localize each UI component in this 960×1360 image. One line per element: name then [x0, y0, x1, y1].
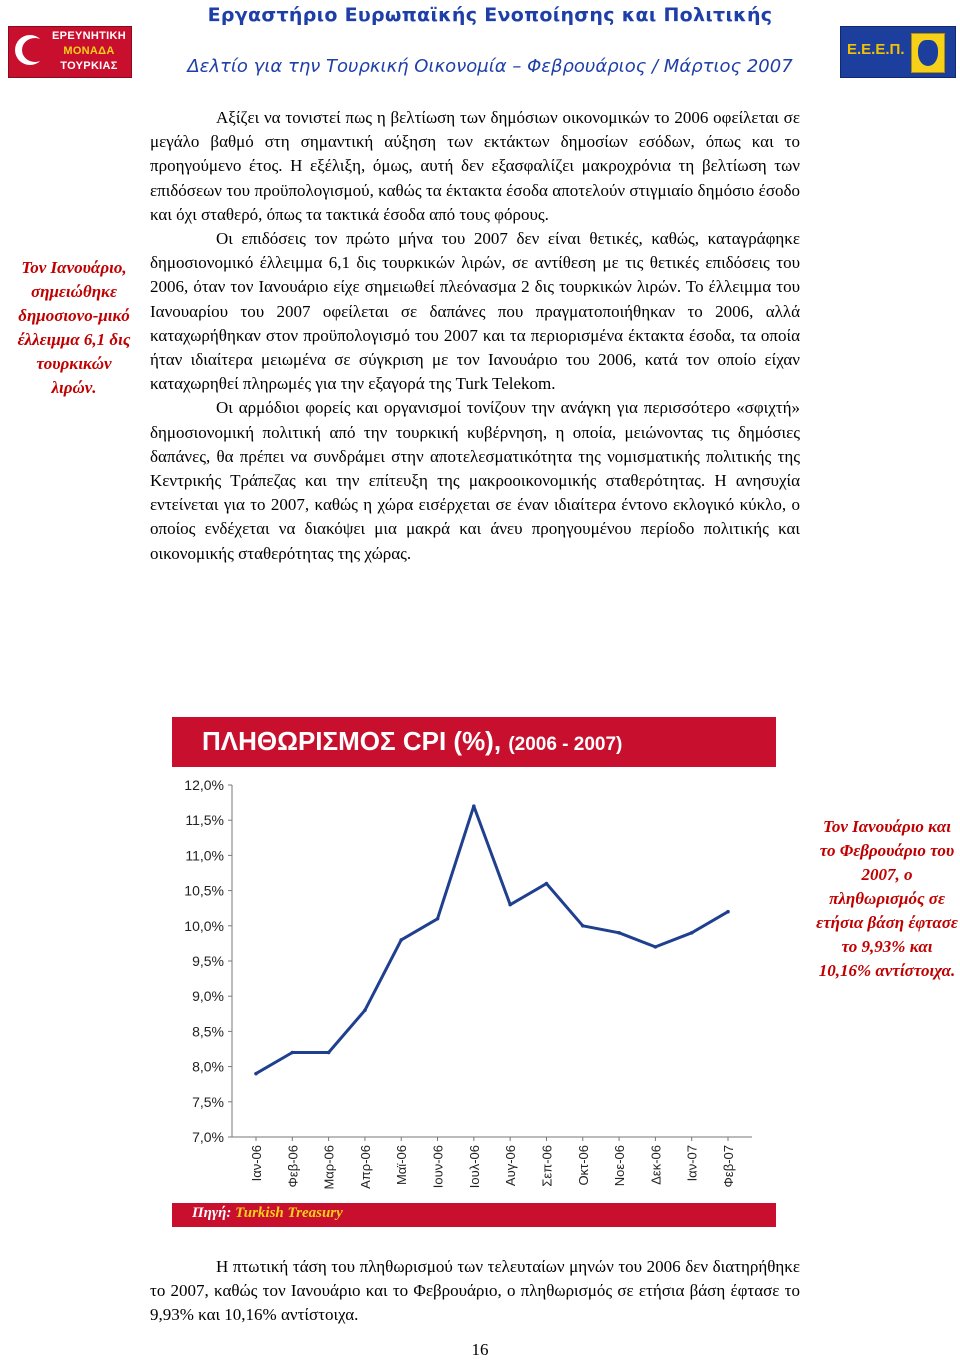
y-tick-label: 12,0% [184, 777, 224, 793]
cpi-data-point [508, 903, 512, 907]
paragraph: Η πτωτική τάση του πληθωρισμού των τελευταίων μηνών του 2006 δεν διατηρήθηκε το 2007, καθώς τον Ιανουάριο και το Φεβρουάριο, ο πληθωρισμός σε ετήσια βάση έφτασε το 9,93% και 10,16% αντίστοιχα. [150, 1257, 800, 1325]
cpi-data-point [690, 931, 694, 935]
body-text-upper [150, 106, 800, 566]
x-tick-label: Μαρ-06 [321, 1145, 337, 1190]
y-tick-label: 10,0% [184, 917, 224, 934]
y-tick-label: 8,0% [192, 1058, 224, 1075]
header-subtitle: Δελτίο για την Τουρκική Οικονομία – Φεβρουάριος / Μάρτιος 2007 [187, 56, 793, 77]
cpi-data-point [436, 917, 440, 921]
cpi-data-point [327, 1051, 331, 1055]
x-tick-label: Νοε-06 [612, 1145, 628, 1187]
chart-source-label: Πηγή: [192, 1205, 232, 1221]
body-text-lower [150, 1255, 800, 1328]
x-tick-label: Ιουν-06 [430, 1145, 446, 1189]
paragraph: Οι αρμόδιοι φορείς και οργανισμοί τονίζουν την ανάγκη για περισσότερο «σφιχτή» δημοσιονομική πολιτική από την τουρκική κυβέρνηση, η οποία, μειώνοντας τις δημόσιες δαπάνες, θα πρέπει να συνδράμει στην αποτελεσματικότητα της νομισματικής πολιτικής της Κεντρικής Τράπεζας και την επίτευξη της μακροοικονομικής σταθερότητας. Η ανησυχία εντείνεται για το 2007, καθώς η χώρα εισέρχεται σε έναν ιδιαίτερα έντονο εκλογικό κύκλο, ο οποίος ενδέχεται να διακόψει μια μακρά και άνευ προηγουμένου περίοδο πολιτικής και οικονομικής σταθερότητας της χώρας. [150, 398, 800, 563]
sidenote-deficit: Τον Ιανουάριο, σημειώθηκε δημοσιονο-μικό έλλειμμα 6,1 δις τουρκικών λιρών. [17, 258, 131, 397]
y-tick-label: 11,0% [185, 847, 224, 864]
x-tick-label: Φεβ-07 [721, 1145, 736, 1188]
y-tick-label: 7,5% [192, 1093, 224, 1110]
x-tick-label: Ιαν-06 [249, 1145, 264, 1182]
y-tick-label: 7,0% [192, 1129, 224, 1145]
paragraph: Οι επιδόσεις τον πρώτο μήνα του 2007 δεν είναι θετικές, καθώς, καταγράφηκε δημοσιονομικό έλλειμμα 6,1 δις τουρκικών λιρών, σε αντίθεση με τις θετικές επιδόσεις του 2006, όταν τον Ιανουάριο είχε σημειωθεί πλεόνασμα 2 δις τουρκικών λιρών. Το έλλειμμα του Ιανουαρίου του 2007 οφείλεται σε δαπάνες που πραγματοποιήθηκαν το 2006, αλλά καταχωρήθηκαν στον προϋπολογισμό του 2007 και τα περιορισμένα έκτακτα έσοδα, τα οποία ήταν ιδιαίτερα μειωμένα σε σύγκριση με τον Ιανουάριο του 2006, κατά τον οποίο είχαν καταχωρηθεί πληρωμές για την εξαγορά της Turk Telekom. [150, 229, 800, 394]
paragraph: Αξίζει να τονιστεί πως η βελτίωση των δημόσιων οικονομικών το 2006 οφείλεται σε μεγάλο βαθμό στη σημαντική αύξηση των εκτάκτων δημοσίων εσόδων, όπως και το προηγούμενο έτος. Η εξέλιξη, όμως, αυτή δεν εξασφαλίζει μακροχρόνια τη βελτίωση των επιδόσεων του προϋπολογισμού, καθώς τα έκτακτα έσοδα αποτελούν στιγμιαίο δημόσιο έσοδο και όχι σταθερό, όπως τα τακτικά έσοδα από τους φόρους. [150, 108, 800, 224]
inflation-chart [172, 717, 776, 1227]
chart-title [202, 726, 622, 757]
chart-plot [172, 767, 776, 1203]
y-tick-label: 9,5% [192, 953, 224, 969]
chart-title-period: (2006 - 2007) [508, 734, 623, 755]
y-tick-label: 8,5% [192, 1023, 224, 1040]
sidenote-inflation: Τον Ιανουάριο και το Φεβρουάριο του 2007, ο πληθωρισμός σε ετήσια βάση έφτασε το 9,93% και 10,16% αντίστοιχα. [816, 817, 958, 980]
cpi-data-point [726, 910, 730, 914]
chart-source-name: Turkish Treasury [235, 1205, 343, 1221]
logo-left-text [49, 29, 129, 74]
chart-source-bar [172, 1203, 776, 1227]
chart-title-bar [172, 717, 776, 767]
cpi-data-point [291, 1051, 295, 1055]
logo-right-text: Ε.Ε.Ε.Π. [847, 41, 905, 58]
x-tick-label: Οκτ-06 [575, 1145, 591, 1186]
x-tick-label: Δεκ-06 [648, 1145, 664, 1185]
crescent-icon [15, 35, 45, 65]
cpi-data-point [472, 804, 476, 808]
x-tick-label: Σεπ-06 [539, 1145, 555, 1187]
research-unit-logo [8, 26, 132, 78]
x-tick-label: Ιαν-07 [684, 1145, 700, 1182]
chart-source [192, 1205, 343, 1222]
logo-left-line: ΤΟΥΡΚΙΑΣ [60, 60, 118, 72]
logo-left-line: ΜΟΝΑΔΑ [63, 45, 115, 57]
x-tick-label: Μαϊ-06 [394, 1145, 410, 1186]
header-title: Εργαστήριο Ευρωπαϊκής Ενοποίησης και Πολιτικής [207, 4, 773, 26]
cpi-data-point [254, 1072, 258, 1076]
logo-left-line: ΕΡΕΥΝΗΤΙΚΗ [52, 30, 126, 42]
emblem-icon [911, 33, 945, 73]
chart-title-text: ΠΛΗΘΩΡΙΣΜΟΣ CPI (%), [202, 726, 502, 756]
cpi-data-point [545, 882, 549, 886]
cpi-data-point [654, 945, 658, 949]
x-tick-label: Φεβ-06 [285, 1145, 301, 1188]
x-tick-label: Απρ-06 [357, 1145, 373, 1189]
cpi-data-point [399, 938, 403, 942]
y-tick-label: 10,5% [184, 882, 224, 899]
cpi-data-point [617, 931, 621, 935]
cpi-data-point [581, 924, 585, 928]
page-number: 16 [471, 1340, 489, 1359]
cpi-series-line [256, 806, 728, 1074]
eeep-logo [840, 26, 956, 78]
cpi-data-point [363, 1008, 367, 1012]
y-tick-label: 11,5% [185, 812, 224, 829]
y-tick-label: 9,0% [192, 988, 224, 1005]
x-tick-label: Αυγ-06 [503, 1145, 519, 1187]
x-tick-label: Ιουλ-06 [466, 1145, 482, 1189]
